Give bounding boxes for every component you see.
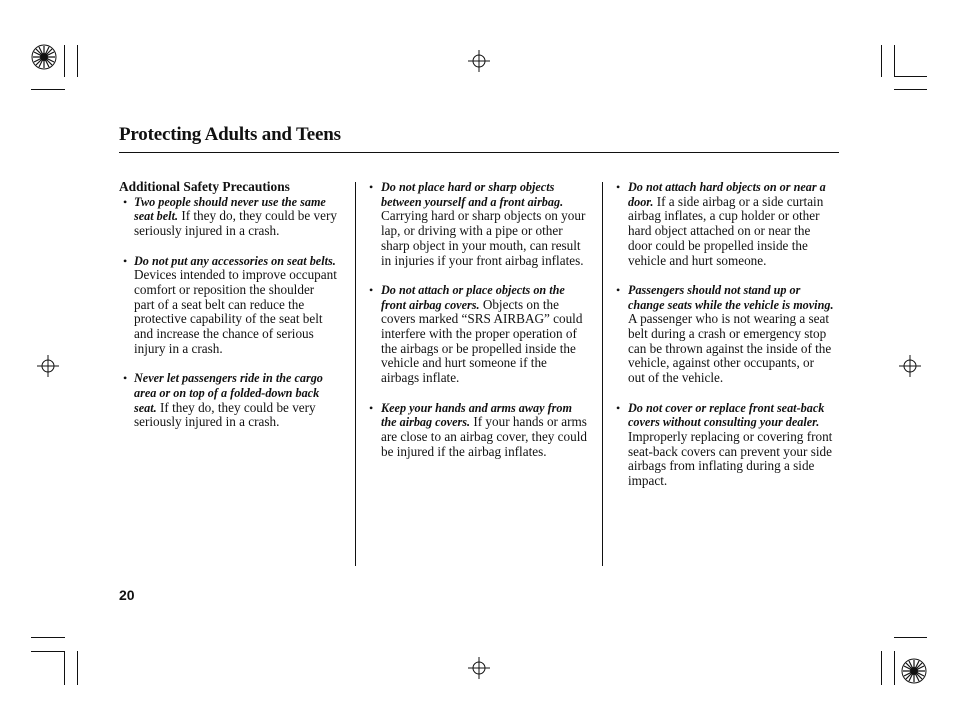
bullet-icon: • [369,282,374,297]
item-emphasis: Do not place hard or sharp objects between yourself and a front airbag. [381,180,564,209]
item-text: Carrying hard or sharp objects on your lap, or driving with a pipe or other sharp object in your mouth, can result in injuries if your front airbag inflates. [381,208,586,268]
item-emphasis: Do not cover or replace front seat-back covers without consulting your dealer. [628,400,825,430]
page-number: 20 [119,587,135,603]
item-emphasis: Do not attach hard objects on or near a door. [628,180,826,209]
list-item [616,180,834,268]
item-text: If a side airbag or a side curtain airbag inflates, a cup holder or other hard object attached on or near the door could be propelled inside the vehicle and hurt someone. [628,193,824,268]
list-item [616,401,834,489]
bullet-icon: • [123,253,128,268]
registration-mark-right-icon [899,355,921,377]
list-item [119,371,337,430]
list-item [369,180,587,268]
item-text: Improperly replacing or covering front seat-back covers can prevent your side airbags from inflating during a side impact. [628,428,833,489]
section-subhead: Additional Safety Precautions [119,179,290,194]
item-emphasis: Passengers should not stand up or change seats while the vehicle is moving. [628,282,834,312]
list-item [616,283,834,386]
bullet-icon: • [616,180,621,194]
bullet-icon: • [123,194,128,209]
item-emphasis: Do not attach or place objects on the front airbag covers. [381,282,565,312]
item-text: If they do, they could be very seriously injured in a crash. [134,399,316,430]
column-2 [369,180,587,474]
item-text: A passenger who is not wearing a seat belt during a crash or emergency stop can be thrown against the inside of the vehicle, against other occupants, or out of the vehicle. [628,311,832,386]
registration-mark-left-icon [37,355,59,377]
item-text: Objects on the covers marked “SRS AIRBAG” could interfere with the proper operation of the airbags or be propelled inside the vehicle and hurt someone if the airbags inflate. [381,296,583,386]
item-text: Devices intended to improve occupant comfort or reposition the shoulder part of a seat belt can reduce the protective capability of the seat belt and increase the chance of serious injury in a crash. [134,267,337,356]
rosette-bottom-right-icon [901,658,927,684]
item-emphasis: Two people should never use the same seat belt. [134,194,326,224]
bullet-icon: • [616,282,621,297]
item-emphasis: Keep your hands and arms away from the airbag covers. [381,400,572,430]
bullet-icon: • [123,371,128,386]
list-item [119,195,337,239]
registration-mark-bottom-icon [468,657,490,679]
item-text: If your hands or arms are close to an airbag cover, they could be injured if the airbag inflates. [381,414,587,459]
bullet-icon: • [369,180,374,194]
title-divider [119,152,839,153]
column-divider [355,182,356,566]
rosette-top-left-icon [31,44,57,70]
registration-mark-top-icon [468,50,490,72]
item-text: If they do, they could be very seriously injured in a crash. [134,208,337,239]
column-1 [119,180,337,445]
column-3 [616,180,834,503]
page-title: Protecting Adults and Teens [119,124,341,145]
column-divider [602,182,603,566]
bullet-icon: • [616,400,621,415]
list-item [369,401,587,460]
item-emphasis: Do not put any accessories on seat belts. [134,253,336,268]
item-emphasis: Never let passengers ride in the cargo area or on top of a folded-down back seat. [134,371,323,415]
bullet-icon: • [369,400,374,415]
list-item [369,283,587,386]
list-item [119,254,337,357]
